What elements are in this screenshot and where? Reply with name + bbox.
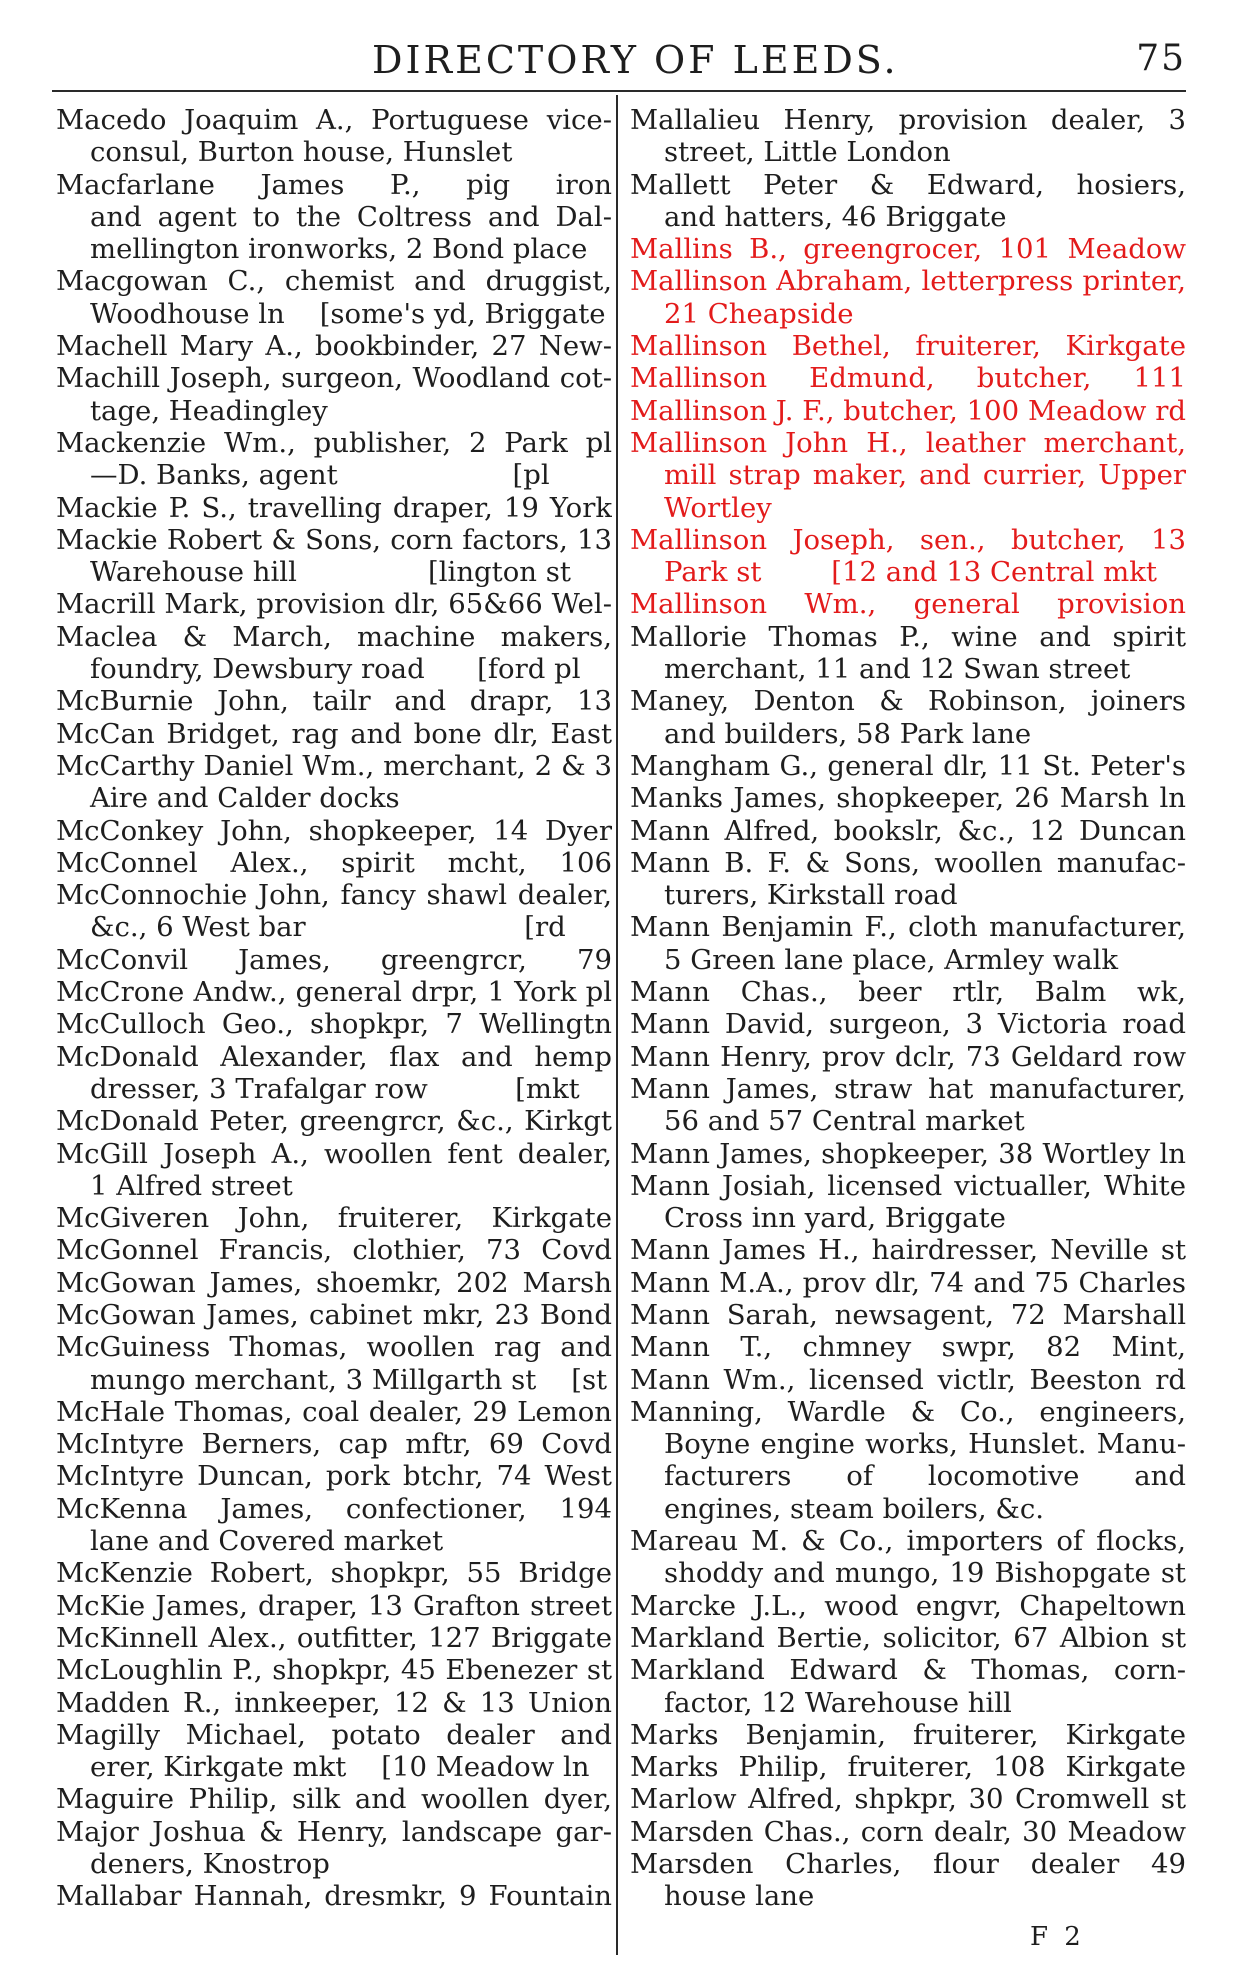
directory-line: facturers of locomotive and [664, 1460, 1186, 1493]
directory-line: McHale Thomas, coal dealer, 29 Lemon [56, 1395, 612, 1428]
directory-line: Woodhouse ln [some's yd, Briggate [90, 297, 606, 330]
directory-line: McKinnell Alex., outfitter, 127 Briggate [56, 1621, 612, 1654]
directory-line: McGiveren John, fruiterer, Kirkgate [56, 1202, 612, 1235]
header-rule [52, 90, 1186, 92]
directory-line: Wortley [664, 491, 772, 524]
directory-line: Mallinson John H., leather merchant, [630, 426, 1186, 459]
directory-line: McLoughlin P., shopkpr, 45 Ebenezer st [56, 1654, 612, 1687]
directory-line: foundry, Dewsbury road [ford pl [90, 653, 581, 686]
directory-line: McGowan James, shoemkr, 202 Marsh [56, 1266, 612, 1299]
directory-line: deners, Knostrop [90, 1848, 330, 1881]
directory-line: McConnel Alex., spirit mcht, 106 [56, 846, 612, 879]
directory-line: Magilly Michael, potato dealer and [56, 1718, 612, 1751]
directory-line: mungo merchant, 3 Millgarth st [st [90, 1363, 608, 1396]
directory-line: Major Joshua & Henry, landscape gar- [56, 1815, 612, 1848]
directory-line: Mareau M. & Co., importers of flocks, [630, 1525, 1186, 1558]
directory-line: merchant, 11 and 12 Swan street [664, 653, 1131, 686]
directory-line: Markland Edward & Thomas, corn- [630, 1654, 1186, 1687]
directory-line: Mann Wm., licensed victlr, Beeston rd [630, 1363, 1186, 1396]
directory-line: house lane [664, 1880, 815, 1913]
directory-line: Mann T., chmney swpr, 82 Mint, [630, 1331, 1186, 1364]
directory-line: Park st [12 and 13 Central mkt [664, 556, 1157, 589]
directory-line: McConnochie John, fancy shawl dealer, [56, 879, 612, 912]
directory-line: engines, steam boilers, &c. [664, 1492, 1045, 1525]
directory-line: Macrill Mark, provision dlr, 65&66 Wel- [56, 588, 612, 621]
directory-line: Mallabar Hannah, dresmkr, 9 Fountain [56, 1880, 612, 1913]
directory-line: McCarthy Daniel Wm., merchant, 2 & 3 [56, 749, 612, 782]
directory-line: Mann M.A., prov dlr, 74 and 75 Charles [630, 1266, 1186, 1299]
directory-line: McGuiness Thomas, woollen rag and [56, 1331, 612, 1364]
directory-line: Maclea & March, machine makers, [56, 620, 612, 653]
directory-line: Machell Mary A., bookbinder, 27 New- [56, 330, 612, 363]
directory-line: Marlow Alfred, shpkpr, 30 Cromwell st [630, 1783, 1186, 1816]
directory-line: McCrone Andw., general drpr, 1 York pl [56, 976, 612, 1009]
directory-line: Mallinson Bethel, fruiterer, Kirkgate [630, 330, 1186, 363]
directory-line: Mallinson Wm., general provision [630, 588, 1186, 621]
directory-line: Mallorie Thomas P., wine and spirit [630, 620, 1186, 653]
directory-line: Mann Josiah, licensed victualler, White [630, 1169, 1186, 1202]
directory-line: McGill Joseph A., woollen fent dealer, [56, 1137, 612, 1170]
directory-line: and hatters, 46 Briggate [664, 200, 1007, 233]
right-column [630, 104, 1186, 1913]
column-divider [616, 95, 618, 1955]
directory-line: Marsden Chas., corn dealr, 30 Meadow [630, 1815, 1186, 1848]
directory-line: Mann Chas., beer rtlr, Balm wk, [630, 976, 1186, 1009]
directory-line: dresser, 3 Trafalgar row [mkt [90, 1072, 580, 1105]
directory-line: Mallett Peter & Edward, hosiers, [630, 168, 1186, 201]
directory-line: McGonnel Francis, clothier, 73 Covd [56, 1234, 612, 1267]
directory-line: lane and Covered market [90, 1525, 444, 1558]
directory-line: Manning, Wardle & Co., engineers, [630, 1395, 1186, 1428]
directory-line: Mann Alfred, bookslr, &c., 12 Duncan [630, 814, 1186, 847]
directory-line: Mann B. F. & Sons, woollen manufac- [630, 846, 1186, 879]
directory-line: shoddy and mungo, 19 Bishopgate st [664, 1557, 1186, 1590]
signature-mark: F 2 [1030, 1922, 1085, 1952]
directory-line: &c., 6 West bar [rd [90, 911, 566, 944]
page-number: 75 [1136, 38, 1186, 79]
directory-line: tage, Headingley [90, 394, 328, 427]
directory-line: erer, Kirkgate mkt [10 Meadow ln [90, 1751, 590, 1784]
directory-line: McGowan James, cabinet mkr, 23 Bond [56, 1298, 612, 1331]
directory-line: mellington ironworks, 2 Bond place [90, 233, 588, 266]
directory-line: McIntyre Duncan, pork btchr, 74 West [56, 1460, 612, 1493]
directory-line: Mann James, shopkeeper, 38 Wortley ln [630, 1137, 1186, 1170]
directory-line: Mangham G., general dlr, 11 St. Peter's [630, 749, 1186, 782]
directory-line: Maney, Denton & Robinson, joiners [630, 685, 1186, 718]
directory-line: Mallins B., greengrocer, 101 Meadow [630, 233, 1186, 266]
directory-line: Macfarlane James P., pig iron [56, 168, 612, 201]
directory-line: street, Little London [664, 136, 951, 169]
directory-line: Aire and Calder docks [90, 782, 400, 815]
directory-line: Mann James, straw hat manufacturer, [630, 1072, 1186, 1105]
page-title: DIRECTORY OF LEEDS. [372, 38, 899, 82]
directory-line: McBurnie John, tailr and drapr, 13 [56, 685, 612, 718]
directory-line: 5 Green lane place, Armley walk [664, 943, 1119, 976]
directory-line: McDonald Peter, greengrcr, &c., Kirkgt [56, 1105, 612, 1138]
directory-line: Mann Benjamin F., cloth manufacturer, [630, 911, 1186, 944]
directory-line: Mallinson Abraham, letterpress printer, [630, 265, 1186, 298]
directory-line: Maguire Philip, silk and woollen dyer, [56, 1783, 612, 1816]
directory-line: McKenzie Robert, shopkpr, 55 Bridge [56, 1557, 612, 1590]
directory-line: McCan Bridget, rag and bone dlr, East [56, 717, 612, 750]
directory-line: Macgowan C., chemist and druggist, [56, 265, 612, 298]
directory-line: and builders, 58 Park lane [664, 717, 1032, 750]
directory-line: factor, 12 Warehouse hill [664, 1686, 1012, 1719]
directory-line: Marks Philip, fruiterer, 108 Kirkgate [630, 1751, 1186, 1784]
directory-line: Cross inn yard, Briggate [664, 1202, 1006, 1235]
directory-line: Mackie Robert & Sons, corn factors, 13 [56, 523, 612, 556]
directory-line: Manks James, shopkeeper, 26 Marsh ln [630, 782, 1186, 815]
directory-line: Mann Henry, prov dclr, 73 Geldard row [630, 1040, 1186, 1073]
directory-line: Boyne engine works, Hunslet. Manu- [664, 1428, 1186, 1461]
directory-line: Macedo Joaquim A., Portuguese vice- [56, 104, 612, 136]
directory-line: consul, Burton house, Hunslet [90, 136, 513, 169]
directory-line: 56 and 57 Central market [664, 1105, 1025, 1138]
directory-line: Marks Benjamin, fruiterer, Kirkgate [630, 1718, 1186, 1751]
directory-line: Mann Sarah, newsagent, 72 Marshall [630, 1298, 1186, 1331]
directory-line: Markland Bertie, solicitor, 67 Albion st [630, 1621, 1186, 1654]
directory-line: McConvil James, greengrcr, 79 [56, 943, 612, 976]
page-header [52, 24, 1186, 88]
directory-line: McKie James, draper, 13 Grafton street [56, 1589, 612, 1622]
directory-line: Mann James H., hairdresser, Neville st [630, 1234, 1186, 1267]
directory-line: McKenna James, confectioner, 194 [56, 1492, 612, 1525]
directory-line: mill strap maker, and currier, Upper [664, 459, 1186, 492]
directory-line: Marsden Charles, flour dealer 49 [630, 1848, 1186, 1881]
directory-line: Mallinson Edmund, butcher, 111 [630, 362, 1186, 395]
directory-line: Mallalieu Henry, provision dealer, 3 [630, 104, 1186, 136]
directory-line: Machill Joseph, surgeon, Woodland cot- [56, 362, 612, 395]
directory-line: turers, Kirkstall road [664, 879, 958, 912]
directory-line: McConkey John, shopkeeper, 14 Dyer [56, 814, 612, 847]
directory-line: and agent to the Coltress and Dal- [90, 200, 612, 233]
directory-line: Marcke J.L., wood engvr, Chapeltown [630, 1589, 1186, 1622]
directory-line: Warehouse hill [lington st [90, 556, 571, 589]
left-column [56, 104, 612, 1913]
directory-line: —D. Banks, agent [pl [90, 459, 550, 492]
directory-line: 1 Alfred street [90, 1169, 293, 1202]
directory-line: Mallinson Joseph, sen., butcher, 13 [630, 523, 1186, 556]
directory-line: Mackie P. S., travelling draper, 19 York [56, 491, 612, 524]
directory-line: Mallinson J. F., butcher, 100 Meadow rd [630, 394, 1186, 427]
directory-line: McDonald Alexander, flax and hemp [56, 1040, 612, 1073]
directory-line: Mann David, surgeon, 3 Victoria road [630, 1008, 1186, 1041]
directory-line: McCulloch Geo., shopkpr, 7 Wellingtn [56, 1008, 612, 1041]
directory-line: 21 Cheapside [664, 297, 854, 330]
directory-line: Mackenzie Wm., publisher, 2 Park pl [56, 426, 612, 459]
directory-line: Madden R., innkeeper, 12 & 13 Union [56, 1686, 612, 1719]
directory-line: McIntyre Berners, cap mftr, 69 Covd [56, 1428, 612, 1461]
